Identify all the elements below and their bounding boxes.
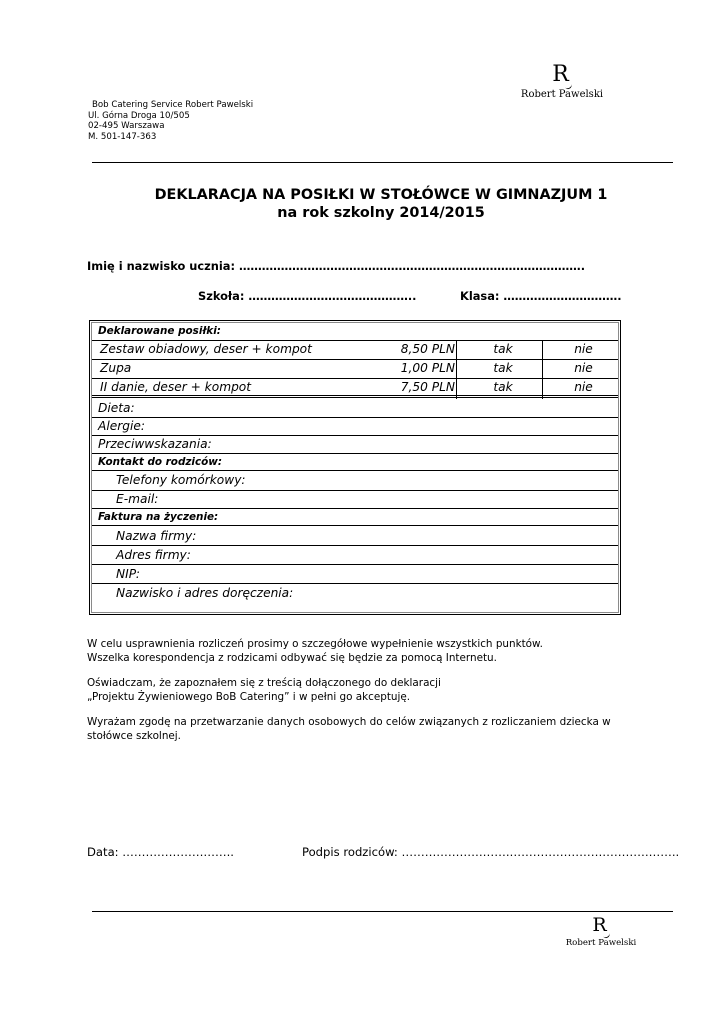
student-name-field: Imię i nazwisko ucznia: ………………………………………………………………………………. <box>87 259 586 273</box>
logo-name: Robert Pawelski <box>565 938 637 948</box>
document-subtitle: na rok szkolny 2014/2015 <box>277 205 485 221</box>
meal-yes-option: tak <box>493 342 513 356</box>
acceptance-line: Oświadczam, że zapoznałem się z treścią dołączonego do deklaracji <box>87 677 441 689</box>
meal-row <box>92 379 618 398</box>
meal-no-option: nie <box>574 380 593 394</box>
company-phone: M. 501-147-363 <box>88 131 157 142</box>
contact-header: Kontakt do rodziców: <box>98 456 223 468</box>
school-field: Szkoła: …………………………………….. <box>198 289 417 303</box>
logo-monogram: R <box>552 62 569 87</box>
instructions-line: W celu usprawnienia rozliczeń prosimy o szczegółowe wypełnienie wszystkich punktów. <box>87 638 543 650</box>
instructions-paragraph <box>87 637 543 665</box>
footer-logo <box>565 916 637 949</box>
meal-price: 7,50 PLN <box>400 380 455 394</box>
meal-no-option: nie <box>574 342 593 356</box>
company-address <box>88 100 253 142</box>
brand-logo <box>520 64 604 101</box>
email-label: E-mail: <box>116 492 159 506</box>
nip-row <box>92 565 618 584</box>
diet-label: Dieta: <box>98 401 135 415</box>
acceptance-paragraph <box>87 676 441 704</box>
meal-name: Zupa <box>100 361 132 375</box>
email-row <box>92 491 618 509</box>
contraindications-label: Przeciwwskazania: <box>98 437 212 451</box>
footer-divider <box>92 911 673 912</box>
meal-row <box>92 360 618 379</box>
invoice-header-row <box>92 509 618 526</box>
meal-yes-option: tak <box>493 380 513 394</box>
contraindications-row <box>92 436 618 454</box>
company-name-label: Nazwa firmy: <box>116 529 197 543</box>
instructions-line: Wszelka korespondencja z rodzicami odbywać się będzie za pomocą Internetu. <box>87 652 497 664</box>
invoice-header: Faktura na życzenie: <box>98 511 219 523</box>
header-divider <box>92 162 673 163</box>
meal-name: Zestaw obiadowy, deser + kompot <box>100 342 312 356</box>
company-address-label: Adres firmy: <box>116 548 191 562</box>
class-field: Klasa: …………………………. <box>460 289 622 303</box>
parents-signature-field: Podpis rodziców: ……………………….…………………………………….. <box>302 845 680 859</box>
company-name-row <box>92 526 618 546</box>
document-title: DEKLARACJA NA POSIŁKI W STOŁÓWCE W GIMNAZJUM 1 <box>154 187 608 203</box>
declaration-form <box>89 320 621 615</box>
meal-price: 1,00 PLN <box>400 361 455 375</box>
meals-header-row <box>92 323 618 341</box>
nip-label: NIP: <box>116 567 140 581</box>
allergies-row <box>92 418 618 436</box>
meal-row <box>92 341 618 360</box>
contact-header-row <box>92 454 618 471</box>
phones-label: Telefony komórkowy: <box>116 473 246 487</box>
delivery-row <box>92 584 618 612</box>
meal-yes-option: tak <box>493 361 513 375</box>
company-address-row <box>92 546 618 565</box>
company-street: Ul. Górna Droga 10/505 <box>88 110 190 121</box>
meals-header: Deklarowane posiłki: <box>98 325 221 337</box>
company-name: Bob Catering Service Robert Pawelski <box>92 100 254 110</box>
meal-price: 8,50 PLN <box>400 342 455 356</box>
diet-row <box>92 400 618 418</box>
consent-line: stołówce szkolnej. <box>87 730 181 742</box>
allergies-label: Alergie: <box>98 419 145 433</box>
meal-name: II danie, deser + kompot <box>100 380 252 394</box>
logo-monogram: R <box>592 914 607 936</box>
consent-paragraph <box>87 715 611 743</box>
column-divider <box>542 341 543 399</box>
logo-name: Robert Pawelski <box>520 89 604 100</box>
meal-no-option: nie <box>574 361 593 375</box>
column-divider <box>456 341 457 399</box>
company-city: 02-495 Warszawa <box>88 121 165 132</box>
delivery-label: Nazwisko i adres doręczenia: <box>116 586 294 600</box>
phones-row <box>92 471 618 491</box>
acceptance-line: „Projektu Żywieniowego BoB Catering” i w pełni go akceptuję. <box>87 691 411 703</box>
consent-line: Wyrażam zgodę na przetwarzanie danych osobowych do celów związanych z rozliczaniem dziecka w <box>87 716 611 728</box>
date-field: Data: ……………………….. <box>87 845 234 859</box>
